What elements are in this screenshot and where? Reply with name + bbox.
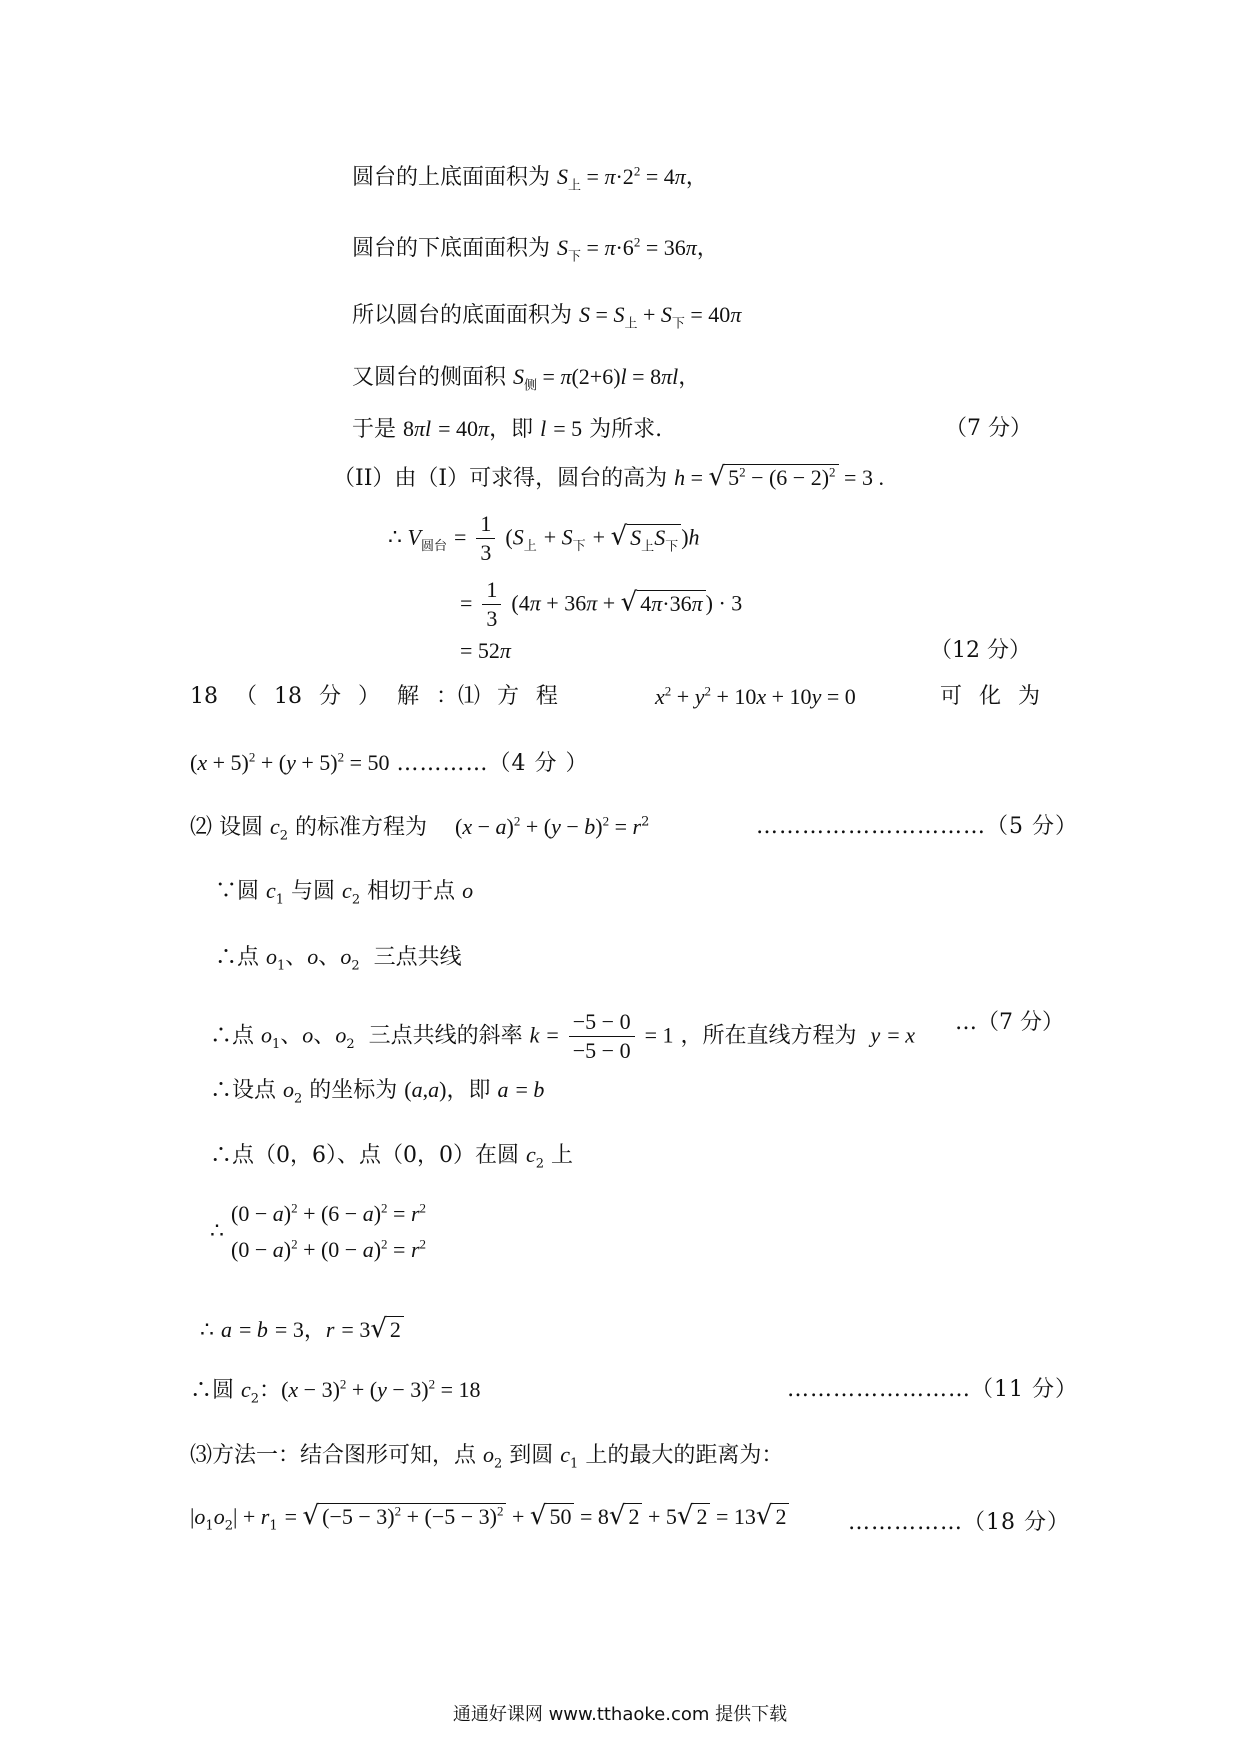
score-12: （12 分） bbox=[930, 638, 1031, 663]
score-7: （7 分） bbox=[945, 416, 1032, 441]
upper-base-area-formula: $S_上 = \pi\cdot 2^2 = 4\pi$， bbox=[557, 163, 708, 193]
line-max-distance: $|o_1o_2| + r_1$ = √ $(-5 - 3)^2 + (-5 - 3)^2$ + √ 50 = 8√ 2 + 5√ 2 = 13√ 2 bbox=[190, 1494, 789, 1540]
line-height bbox=[333, 462, 884, 494]
problem-18-intro: 18 （ 18 分 ） 解 ：⑴ 方 程 bbox=[190, 684, 558, 709]
line-volume-formula: ∴ $V_{圆台}$ = $\frac{1}{3}$ ($S_上 + S_下$ + √ $S_上S_下$ )h bbox=[388, 511, 700, 565]
fraction-one-third-2: $\frac{1}{3}$ bbox=[482, 576, 501, 633]
line-volume-substitute: = $\frac{1}{3}$ (4π + 36π + √ 4π·36π ) · 3 bbox=[460, 577, 743, 631]
slope-fraction: $\frac{-5 - 0}{-5 - 0}$ bbox=[569, 1008, 635, 1065]
line-standard-form: $(x + 5)^2 + (y + 5)^2 = 50$ …………（4 分 ） bbox=[190, 749, 589, 776]
line-solve-l bbox=[352, 414, 662, 445]
score-7b: …（7 分） bbox=[955, 1010, 1064, 1035]
line-o2-coords: ∴设点 $o_2$ 的坐标为 (a,a)，即 a = b bbox=[210, 1077, 545, 1107]
score-5: …………………………（5 分） bbox=[756, 814, 1078, 839]
line-lateral-area bbox=[352, 362, 700, 393]
line-lower-base-area bbox=[352, 233, 719, 264]
lower-base-area-text: 圆台的下底面面积为 bbox=[352, 236, 551, 261]
score-4: …………（4 分 ） bbox=[396, 751, 589, 776]
line-volume-result: = 52π bbox=[460, 638, 511, 663]
score-11: ……………………（11 分） bbox=[787, 1377, 1078, 1402]
lower-base-area-formula: $S_下 = \pi\cdot 6^2 = 36\pi$， bbox=[557, 234, 719, 264]
can-be-written-as: 可 化 为 bbox=[940, 684, 1040, 709]
line-problem-18 bbox=[190, 682, 558, 712]
score-18: ……………（18 分） bbox=[848, 1510, 1070, 1535]
line-tangent: ∵圆 $c_1$ 与圆 $c_2$ 相切于点 o bbox=[215, 878, 474, 908]
line-base-total-area bbox=[352, 300, 741, 331]
upper-base-area-text: 圆台的上底面面积为 bbox=[352, 165, 551, 190]
page-footer: 通通好课网 www.tthaoke.com 提供下载 bbox=[452, 1704, 788, 1725]
base-total-area-text: 所以圆台的底面面积为 bbox=[352, 303, 573, 328]
height-formula: h = √ $5^2 - (6 - 2)^2 = 3$ . bbox=[674, 462, 884, 492]
circle-equation-1: $x^2 + y^2 + 10x + 10y = 0$ bbox=[655, 683, 856, 709]
line-upper-base-area bbox=[352, 162, 708, 193]
line-slope: ∴点 $o_1$、o、$o_2$ 三点共线的斜率 k = $\frac{-5 - 0}{-5 - 0}$ = 1 ，所在直线方程为 y = x bbox=[210, 1009, 915, 1063]
line-method-one: ⑶方法一：结合图形可知，点 $o_2$ 到圆 $c_1$ 上的最大的距离为： bbox=[190, 1442, 784, 1472]
base-total-area-formula: $S = S_上 + S_下 = 40\pi$ bbox=[579, 302, 742, 331]
height-text: （II）由（I）可求得，圆台的高为 bbox=[333, 466, 668, 491]
line-collinear: ∴点 $o_1$、o、$o_2$ 三点共线 bbox=[215, 944, 462, 974]
lateral-area-formula: $S_侧 = \pi(2+6)l = 8\pi l$， bbox=[513, 364, 701, 393]
line-system: ∴ $(0 - a)^2 + (6 - a)^2 = r^2$ $(0 - a)^2 + (0 - a)^2 = r^2$ bbox=[210, 1196, 426, 1268]
line-c2-equation: ∴圆 $c_2$：$(x - 3)^2 + (y - 3)^2 = 18$ bbox=[190, 1376, 481, 1407]
line-c2-standard: ⑵ 设圆 $c_2$ 的标准方程为 $(x - a)^2 + (y - b)^2 = r^2$ bbox=[190, 813, 650, 844]
line-a-b-r: ∴ a = b = 3，r = 3√ 2 bbox=[200, 1314, 404, 1346]
solve-l-text: 于是 8πl = 40π，即 l = 5 为所求. bbox=[352, 416, 663, 442]
line-points-on-c2: ∴点（0，6）、点（0，0）在圆 $c_2$ 上 bbox=[210, 1142, 574, 1172]
lateral-area-text: 又圆台的侧面积 bbox=[352, 365, 507, 390]
fraction-one-third: $\frac{1}{3}$ bbox=[476, 510, 495, 567]
equation-system: $(0 - a)^2 + (6 - a)^2 = r^2$ $(0 - a)^2 + (0 - a)^2 = r^2$ bbox=[231, 1200, 427, 1262]
